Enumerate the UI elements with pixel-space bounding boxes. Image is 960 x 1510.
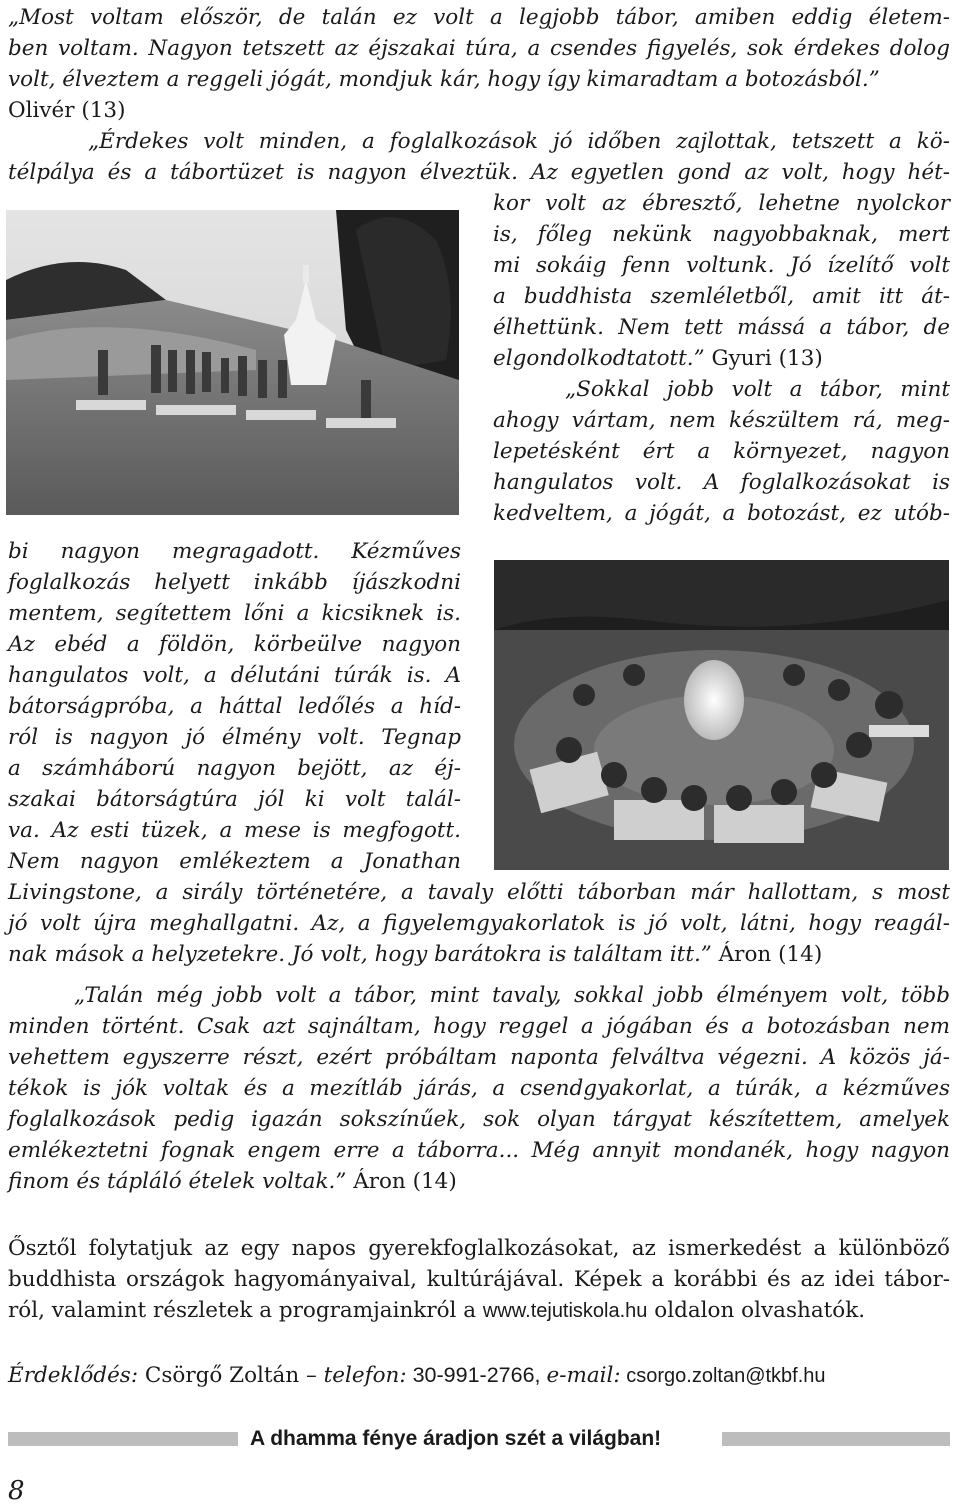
quote-end: nak mások a helyzetekre. Jó volt, hogy barátokra is találtam itt.” [8,942,712,967]
quote-author: Gyuri (13) [711,346,823,371]
quote-line: élhettünk. Nem tett mássá a tábor, de [493,315,950,340]
quote-line: „Talán még jobb volt a tábor, mint tavaly, sokkal jobb élményem volt, több [74,983,950,1008]
info-text: oldalon olvashatók. [647,1298,866,1323]
quote-line: ben voltam. Nagyon tetszett az éjszakai túra, a csendes figyelés, sok érdekes dolog [8,36,950,61]
quote-author: Olivér (13) [8,98,126,123]
quote-line [8,1166,457,1197]
slogan: A dhamma fénye áradjon szét a világban! [250,1427,662,1450]
quote-line: mi sokáig fenn voltunk. Jó ízelítő volt [493,253,950,278]
quote-line: szakai bátorságtúra jól ki volt talál- [8,787,461,812]
info-text: ról, valamint részletek a programjainkról a [8,1298,483,1323]
quote-author: Áron (14) [718,942,823,967]
phone-label: telefon: [323,1363,407,1388]
quote-line: volt, élveztem a reggeli jógát, mondjuk kár, hogy így kimaradtam a botozásból.” [8,67,880,92]
slogan-rule-left [8,1432,238,1446]
quote-line: a buddhista szemléletből, amit itt át- [493,284,950,309]
quote-line: kor volt az ébresztő, lehetne nyolckor [493,191,950,216]
quote-line: is, főleg nekünk nagyobbaknak, mert [493,222,950,247]
yoga-meadow-photo [6,210,459,515]
quote-line: ról is nagyon jó élmény volt. Tegnap [8,725,461,750]
quote-author: Áron (14) [353,1169,457,1194]
quote-line: hangulatos volt. A foglalkozásokat is [493,470,950,495]
contact-label: Érdeklődés: [8,1363,139,1388]
quote-end: finom és tápláló ételek voltak.” [8,1169,347,1194]
quote-line: Livingstone, a sirály történetére, a tavaly előtti táborban már hallottam, s most [8,880,950,905]
contact-name: Csörgő Zoltán – [138,1363,324,1388]
campfire-circle-photo [494,560,949,870]
quote-line: bátorságpróba, a háttal ledőlés a híd- [8,694,461,719]
info-line [8,1295,865,1327]
quote-line: ahogy vártam, nem készültem rá, meg- [493,408,950,433]
quote-line: kedveltem, a jógát, a botozást, ez utób- [493,501,950,526]
quote-line [8,939,822,970]
quote-line: mentem, segítettem lőni a kicsiknek is. [8,601,461,626]
quote-end: elgondolkodtatott.” [493,346,705,371]
quote-line: foglalkozások pedig igazán sokszínűek, sok olyan tárgyat készítettem, amelyek [8,1107,950,1132]
quote-line: hangulatos volt, a délutáni túrák is. A [8,663,461,688]
quote-line [493,343,823,374]
quote-line: télpálya és a tábortüzet is nagyon élveztük. Az egyetlen gond az volt, hogy hét- [8,160,950,185]
email-label: e-mail: [546,1363,621,1388]
quote-line: jó volt újra meghallgatni. Az, a figyelemgyakorlatok is jó volt, látni, hogy reagál- [8,911,950,936]
quote-line: a számháború nagyon bejött, az éj- [8,756,461,781]
quote-line: „Érdekes volt minden, a foglalkozások jó időben zajlottak, tetszett a kö- [88,129,950,154]
page-number: 8 [8,1476,25,1506]
slogan-rule-right [722,1432,950,1446]
quote-line: lepetésként ért a környezet, nagyon [493,439,950,464]
quote-line: bi nagyon megragadott. Kézműves [8,539,461,564]
quote-line: minden történt. Csak azt sajnáltam, hogy reggel a jógában és a botozásban nem [8,1014,950,1039]
quote-line: foglalkozás helyett inkább íjászkodni [8,570,461,595]
quote-line: emlékeztetni fognak engem erre a táborra... Még annyit mondanék, hogy nagyon [8,1138,950,1163]
quote-line: „Sokkal jobb volt a tábor, mint [565,377,950,402]
quote-line: Az ebéd a földön, körbeülve nagyon [8,632,461,657]
contact-line [8,1360,826,1392]
website-link[interactable]: www.tejutiskola.hu [482,1300,648,1322]
phone-number: 30-991-2766, [406,1363,547,1387]
quote-line: va. Az esti tüzek, a mese is megfogott. [8,818,461,843]
quote-line: „Most voltam először, de talán ez volt a legjobb tábor, amiben eddig életem- [8,5,950,30]
quote-line: Nem nagyon emlékeztem a Jonathan [8,849,461,874]
quote-line: vehettem egyszerre részt, ezért próbáltam naponta felváltva végezni. A közös já- [8,1045,950,1070]
quote-line: tékok is jók voltak és a mezítláb járás, a csendgyakorlat, a túrák, a kézműves [8,1076,950,1101]
info-line: Ősztől folytatjuk az egy napos gyerekfoglalkozásokat, az ismerkedést a különböző [8,1236,950,1261]
info-line: buddhista országok hagyományaival, kultúrájával. Képek a korábbi és az idei tábor- [8,1267,950,1292]
email-link[interactable]: csorgo.zoltan@tkbf.hu [620,1365,826,1387]
